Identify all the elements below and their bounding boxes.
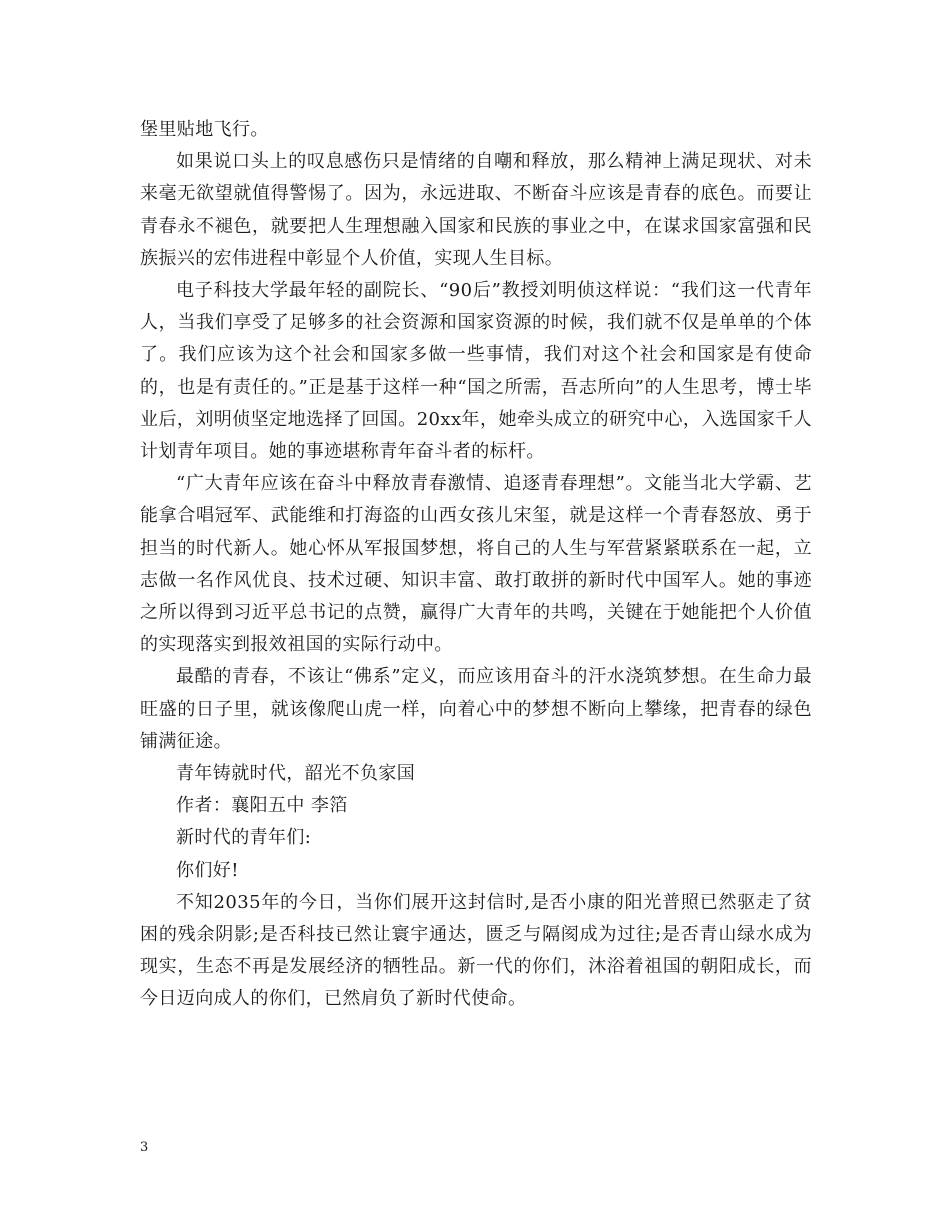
document-body [140,114,812,1016]
paragraph-youth-ideals: 如果说口头上的叹息感伤只是情绪的自嘲和释放，那么精神上满足现状、对未来毫无欲望就值得警惕了。因为，永远进取、不断奋斗应该是青春的底色。而要让青春永不褪色，就要把人生理想融入国家和民族的事业之中，在谋求国家富强和民族振兴的宏伟进程中彰显个人价值，实现人生目标。 [140,151,812,269]
letter-body-paragraph: 不知2035年的今日，当你们展开这封信时,是否小康的阳光普照已然驱走了贫困的残余阴影;是否科技已然让寰宇通达，匮乏与隔阂成为过往;是否青山绿水成为现实，生态不再是发展经济的牺牲品。新一代的你们，沐浴着祖国的朝阳成长，而今日迈向成人的你们，已然肩负了新时代使命。 [140,891,812,1010]
paragraph-coolest-youth: 最酷的青春，不该让“佛系”定义，而应该用奋斗的汗水浇筑梦想。在生命力最旺盛的日子里，就该像爬山虎一样，向着心中的梦想不断向上攀缘，把青春的绿色铺满征途。 [140,666,812,752]
article-author: 作者：襄阳五中 李箔 [176,795,348,817]
paragraph-liu-mingzhen: 电子科技大学最年轻的副院长、“90后”教授刘明侦这样说：“我们这一代青年人，当我们享受了足够多的社会资源和国家资源的时候，我们就不仅是单单的个体了。我们应该为这个社会和国家多做一些事情，我们对这个社会和国家是有使命的，也是有责任的。”正是基于这样一种“国之所需，吾志所向”的人生思考，博士毕业后，刘明侦坚定地选择了回国。20xx年，她牵头成立的研究中心，入选国家千人计划青年项目。她的事迹堪称青年奋斗者的标杆。 [140,280,812,463]
letter-salutation: 新时代的青年们: [176,827,312,849]
article-title: 青年铸就时代，韶光不负家国 [176,763,416,785]
letter-greeting: 你们好! [176,859,239,881]
page-number: 3 [140,1140,149,1155]
paragraph-continuation: 堡里贴地飞行。 [140,119,269,140]
paragraph-song-xi: “广大青年应该在奋斗中释放青春激情、追逐青春理想”。文能当北大学霸、艺能拿合唱冠军、武能维和打海盗的山西女孩儿宋玺，就是这样一个青春怒放、勇于担当的时代新人。她心怀从军报国梦想，将自己的人生与军营紧紧联系在一起，立志做一名作风优良、技术过硬、知识丰富、敢打敢拼的新时代中国军人。她的事迹之所以得到习近平总书记的点赞，赢得广大青年的共鸣，关键在于她能把个人价值的实现落实到报效祖国的实际行动中。 [140,473,812,656]
